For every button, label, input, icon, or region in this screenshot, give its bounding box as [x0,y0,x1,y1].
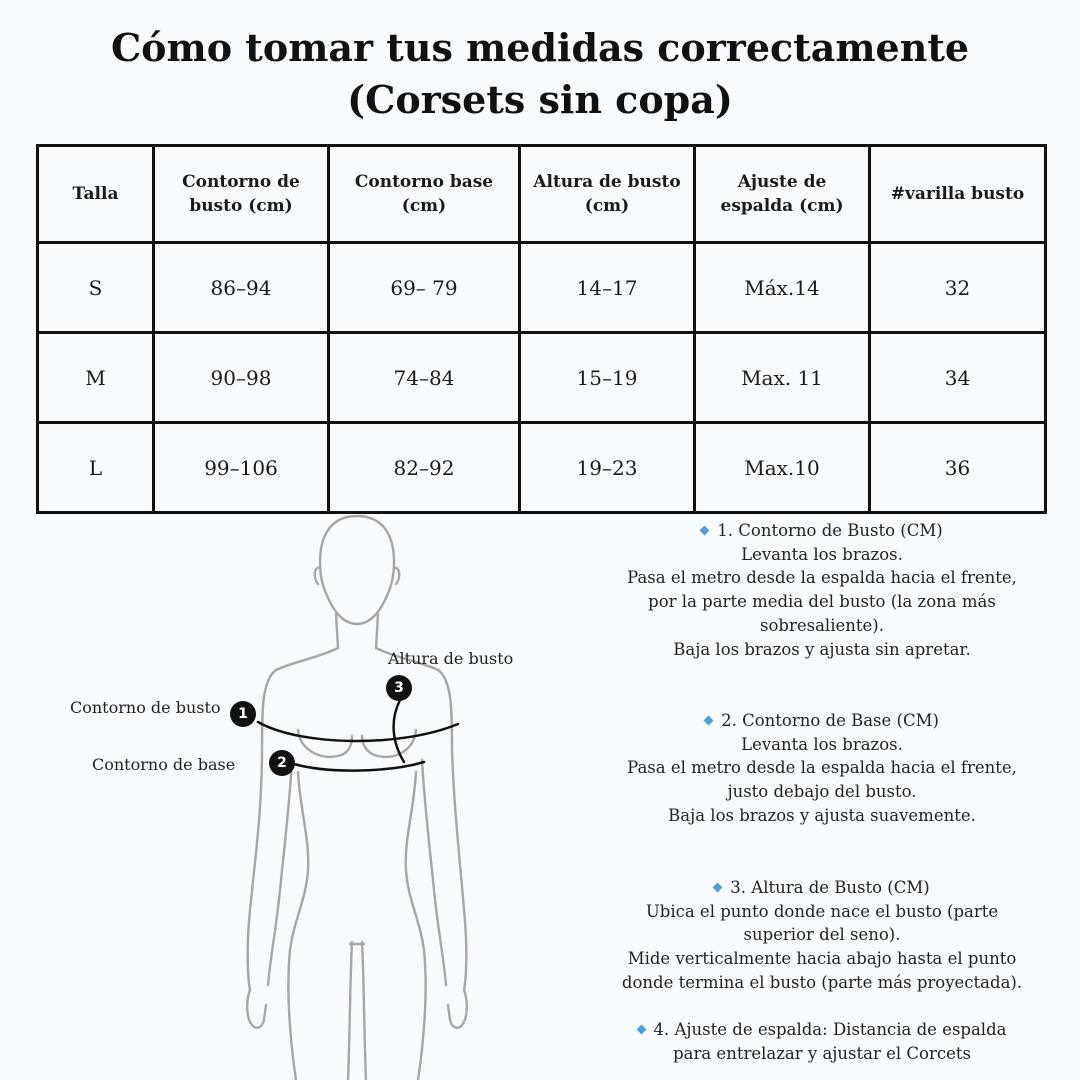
instruction-line: justo debajo del busto. [727,782,917,802]
table-cell: 99–106 [154,423,329,513]
label-contorno-busto: Contorno de busto [70,698,221,717]
size-table [36,144,1047,514]
table-cell: M [38,333,154,423]
instruction-line: Pasa el metro desde la espalda hacia el frente, [627,758,1017,778]
instruction-line: Baja los brazos y ajusta sin apretar. [673,639,971,659]
diamond-bullet-icon [700,526,710,536]
instruction-line: Levanta los brazos. [741,544,903,564]
table-cell: S [38,243,154,333]
figure-head [320,516,394,624]
header-altura-busto: Altura de busto (cm) [520,146,695,243]
label-altura-busto: Altura de busto [388,649,514,668]
table-row [38,243,1046,333]
table-cell: 14–17 [520,243,695,333]
instruction-heading [600,519,1044,543]
instruction-heading [600,709,1044,733]
table-cell: Max. 11 [695,333,870,423]
table-cell: 15–19 [520,333,695,423]
instruction-line: superior del seno). [743,925,901,945]
instruction-heading-text: 2. Contorno de Base (CM) [721,711,939,730]
header-varilla-busto: #varilla busto [870,146,1046,243]
title-line-2: (Corsets sin copa) [347,77,733,122]
table-cell: 19–23 [520,423,695,513]
table-cell: 69– 79 [329,243,520,333]
instruction-block-height [600,876,1044,995]
header-contorno-busto: Contorno de busto (cm) [154,146,329,243]
header-contorno-base: Contorno base (cm) [329,146,520,243]
instruction-block-back [600,1018,1044,1065]
marker-1: 1 [230,701,256,727]
table-cell: L [38,423,154,513]
instruction-line: sobresaliente). [760,615,884,635]
body-figure-illustration [0,510,600,1080]
title-line-1: Cómo tomar tus medidas correctamente [110,25,970,70]
instruction-line: Baja los brazos y ajusta suavemente. [668,805,976,825]
instruction-heading-text: 3. Altura de Busto (CM) [730,878,930,897]
table-cell: 74–84 [329,333,520,423]
instruction-line: donde termina el busto (parte más proyectada). [621,972,1023,992]
table-cell: 90–98 [154,333,329,423]
instruction-heading-text: 4. Ajuste de espalda: Distancia de espalda [653,1020,1007,1039]
table-cell: 86–94 [154,243,329,333]
instruction-heading [600,1018,1044,1042]
table-cell: 82–92 [329,423,520,513]
header-ajuste-espalda: Ajuste de espalda (cm) [695,146,870,243]
marker-3: 3 [386,675,412,701]
header-talla: Talla [38,146,154,243]
instruction-block-base [600,709,1044,828]
instruction-line: Mide verticalmente hacia abajo hasta el punto [627,949,1017,969]
label-contorno-base: Contorno de base [92,755,236,774]
table-row [38,423,1046,513]
marker-2: 2 [269,750,295,776]
table-row [38,333,1046,423]
instruction-line: Pasa el metro desde la espalda hacia el frente, [627,568,1017,588]
bust-measure-line [258,722,458,741]
instruction-block-bust [600,519,1044,661]
instruction-line: para entrelazar y ajustar el Corcets [673,1043,971,1063]
table-cell: 36 [870,423,1046,513]
instruction-heading-text: 1. Contorno de Busto (CM) [717,521,943,540]
base-measure-line [294,762,424,771]
table-cell: Máx.14 [695,243,870,333]
table-cell: 34 [870,333,1046,423]
diamond-bullet-icon [636,1025,646,1035]
diamond-bullet-icon [704,716,714,726]
diamond-bullet-icon [713,883,723,893]
instruction-line: por la parte media del busto (la zona más [648,592,996,612]
table-header-row [38,146,1046,243]
table-cell: Max.10 [695,423,870,513]
page-title [0,22,1080,126]
instruction-line: Levanta los brazos. [741,734,903,754]
instruction-heading [600,876,1044,900]
instruction-line: Ubica el punto donde nace el busto (parte [645,901,999,921]
table-cell: 32 [870,243,1046,333]
